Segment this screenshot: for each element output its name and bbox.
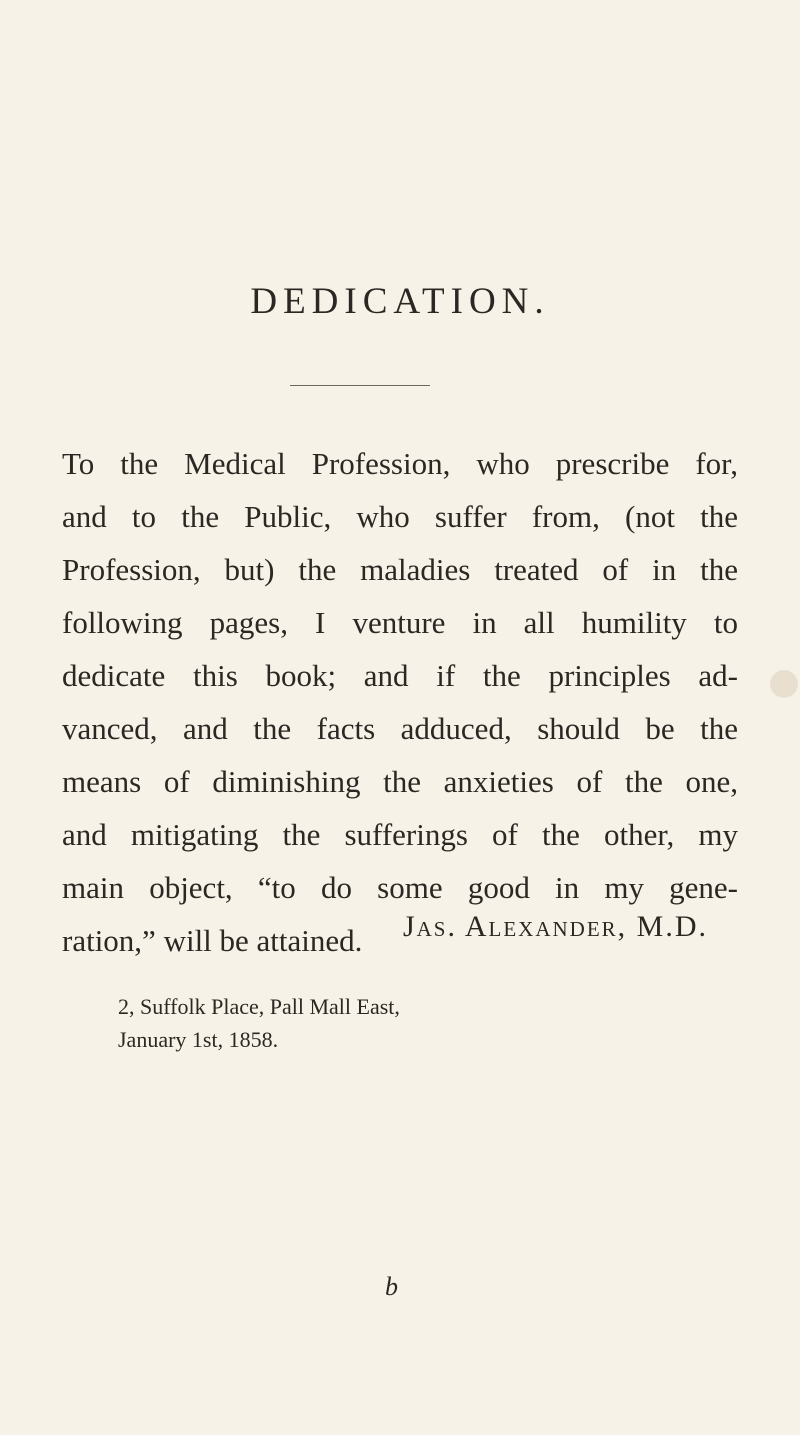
text-line: vanced, and the facts adduced, should be the: [62, 711, 738, 746]
dedication-heading: DEDICATION.: [250, 281, 550, 322]
text-line: Profession, but) the maladies treated of in the: [62, 552, 738, 587]
address-line: 2, Suffolk Place, Pall Mall East,: [118, 994, 400, 1019]
paper-foxing-spot: [770, 670, 798, 698]
heading-rule: [290, 385, 430, 386]
dedication-text: [62, 437, 738, 967]
signature-mark: b: [385, 1272, 398, 1301]
author-name: Jas. Alexander, M.D.: [402, 910, 708, 943]
text-line: and to the Public, who suffer from, (not the: [62, 499, 738, 534]
address-block: [118, 990, 400, 1056]
text-line: and mitigating the sufferings of the other, my: [62, 817, 738, 852]
text-line: ration,” will be attained.: [62, 923, 363, 958]
text-line: dedicate this book; and if the principles ad-: [62, 658, 738, 693]
text-line: main object, “to do some good in my gene-: [62, 870, 738, 905]
author-signature: [0, 910, 708, 944]
date-line: January 1st, 1858.: [118, 1027, 279, 1052]
text-line: means of diminishing the anxieties of the one,: [62, 764, 738, 799]
text-line: following pages, I venture in all humility to: [62, 605, 738, 640]
text-line: To the Medical Profession, who prescribe for,: [62, 446, 738, 481]
